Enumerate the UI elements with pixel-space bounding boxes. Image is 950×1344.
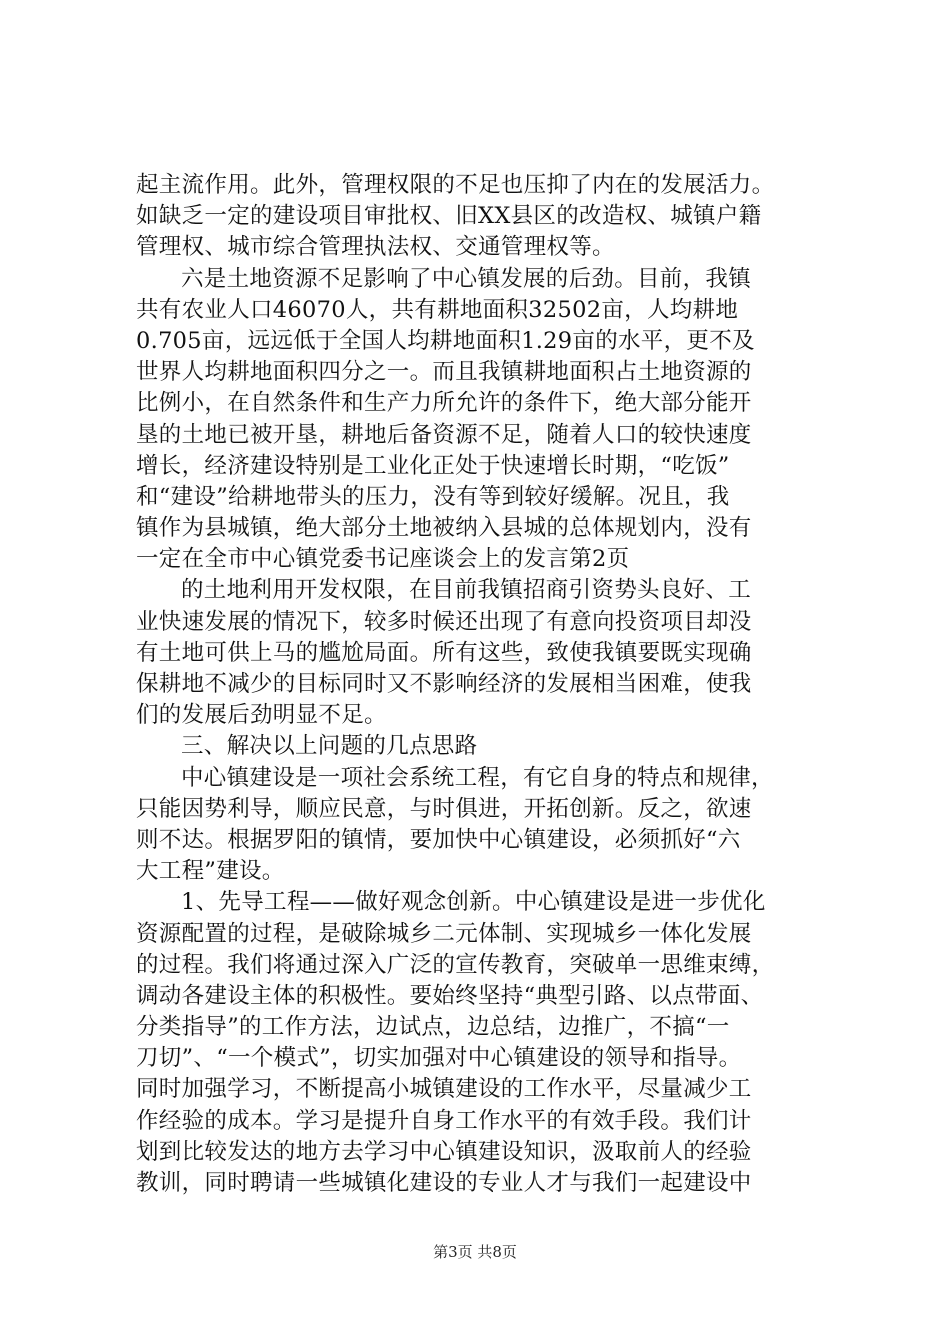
- text-line: 教训，同时聘请一些城镇化建设的专业人才与我们一起建设中: [136, 1170, 752, 1196]
- text-line: 中心镇建设是一项社会系统工程，有它自身的特点和规律，: [181, 764, 774, 791]
- text-line: 垦的土地已被开垦，耕地后备资源不足，随着人口的较快速度: [136, 421, 752, 448]
- text-line: 1、先导工程——做好观念创新。中心镇建设是进一步优化: [181, 889, 766, 916]
- text-line: 共有农业人口46070人，共有耕地面积32502亩，人均耕地: [136, 296, 739, 323]
- text-line: 刀切”、“一个模式”，切实加强对中心镇建设的领导和指导。: [136, 1045, 742, 1072]
- text-line: 比例小，在自然条件和生产力所允许的条件下，绝大部分能开: [136, 390, 752, 417]
- text-line: 0.705亩，远远低于全国人均耕地面积1.29亩的水平，更不及: [136, 327, 755, 354]
- text-line: 调动各建设主体的积极性。要始终坚持“典型引路、以点带面、: [136, 982, 764, 1009]
- text-line: 的过程。我们将通过深入广泛的宣传教育，突破单一思维束缚，: [136, 951, 775, 978]
- document-body: [136, 170, 836, 1199]
- text-line: 划到比较发达的地方去学习中心镇建设知识，汲取前人的经验: [136, 1138, 752, 1165]
- text-line: 镇作为县城镇，绝大部分土地被纳入县城的总体规划内，没有: [136, 515, 752, 542]
- text-line: 们的发展后劲明显不足。: [136, 702, 387, 729]
- text-line: 三、解决以上问题的几点思路: [181, 733, 478, 760]
- text-line: 起主流作用。此外，管理权限的不足也压抑了内在的发展活力。: [136, 172, 775, 198]
- text-line: 大工程”建设。: [136, 858, 285, 885]
- text-line: 有土地可供上马的尴尬局面。所有这些，致使我镇要既实现确: [136, 639, 752, 666]
- page-footer: 第3页 共8页: [433, 1243, 517, 1261]
- text-line: 一定在全市中心镇党委书记座谈会上的发言第2页: [136, 546, 630, 573]
- text-line: 则不达。根据罗阳的镇情，要加快中心镇建设，必须抓好“六: [136, 826, 741, 853]
- text-line: 只能因势利导，顺应民意，与时俱进，开拓创新。反之，欲速: [136, 795, 752, 822]
- text-line: 的土地利用开发权限，在目前我镇招商引资势头良好、工: [181, 577, 752, 604]
- text-line: 分类指导”的工作方法，边试点，边总结，边推广，不搞“一: [136, 1014, 730, 1041]
- text-line: 世界人均耕地面积四分之一。而且我镇耕地面积占土地资源的: [136, 359, 752, 386]
- text-line: 业快速发展的情况下，较多时候还出现了有意向投资项目却没: [136, 608, 752, 635]
- text-line: 同时加强学习，不断提高小城镇建设的工作水平，尽量减少工: [136, 1076, 752, 1103]
- text-line: 和“建设”给耕地带头的压力，没有等到较好缓解。况且，我: [136, 483, 730, 510]
- text-line: 如缺乏一定的建设项目审批权、旧XX县区的改造权、城镇户籍: [136, 203, 762, 230]
- text-line: 六是土地资源不足影响了中心镇发展的后劲。目前，我镇: [181, 265, 752, 292]
- text-line: 资源配置的过程，是破除城乡二元体制、实现城乡一体化发展: [136, 920, 752, 947]
- text-line: 管理权、城市综合管理执法权、交通管理权等。: [136, 234, 615, 261]
- text-line: 保耕地不减少的目标同时又不影响经济的发展相当困难，使我: [136, 671, 752, 697]
- text-line: 增长，经济建设特别是工业化正处于快速增长时期，“吃饭”: [136, 452, 730, 479]
- text-line: 作经验的成本。学习是提升自身工作水平的有效手段。我们计: [136, 1107, 752, 1134]
